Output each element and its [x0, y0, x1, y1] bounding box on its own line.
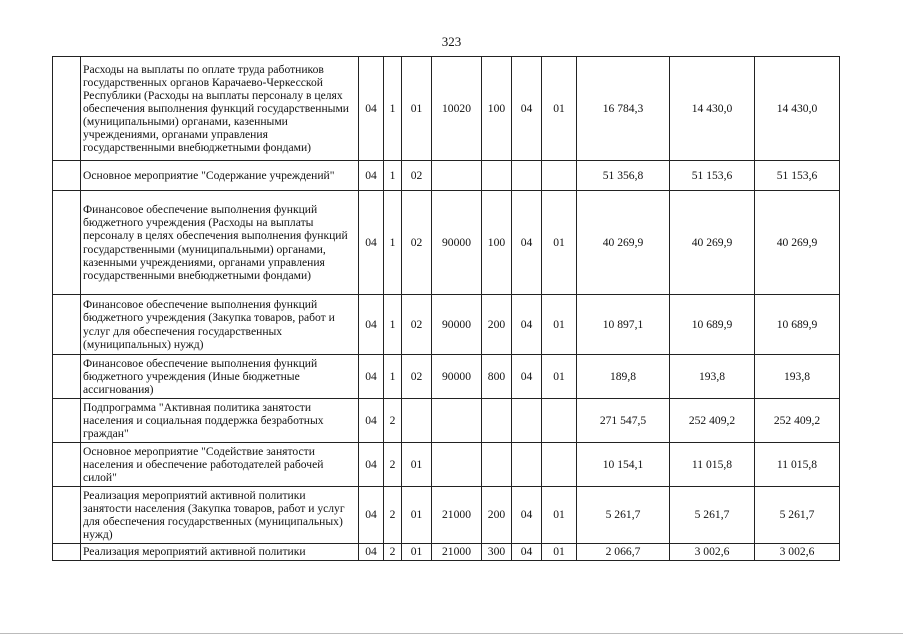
classification-code-cell: 90000 — [432, 191, 482, 295]
amount-cell: 10 897,1 — [577, 295, 670, 355]
expense-name-cell: Финансовое обеспечение выполнения функций бюджетного учреждения (Иные бюджетные ассигнования) — [81, 355, 359, 399]
budget-table — [52, 56, 840, 561]
classification-code-cell: 04 — [512, 544, 542, 561]
classification-code-cell: 01 — [402, 57, 432, 161]
table-row — [53, 443, 840, 487]
amount-cell: 16 784,3 — [577, 57, 670, 161]
classification-code-cell: 200 — [482, 487, 512, 544]
scan-edge-line — [0, 633, 903, 634]
amount-cell: 193,8 — [755, 355, 840, 399]
classification-code-cell: 01 — [542, 487, 577, 544]
row-number-cell — [53, 443, 81, 487]
amount-cell: 10 154,1 — [577, 443, 670, 487]
row-number-cell — [53, 295, 81, 355]
classification-code-cell: 01 — [542, 191, 577, 295]
classification-code-cell: 800 — [482, 355, 512, 399]
row-number-cell — [53, 355, 81, 399]
classification-code-cell: 04 — [512, 487, 542, 544]
classification-code-cell: 04 — [359, 487, 384, 544]
classification-code-cell — [542, 161, 577, 191]
classification-code-cell: 10020 — [432, 57, 482, 161]
classification-code-cell: 04 — [512, 57, 542, 161]
expense-name-cell: Основное мероприятие "Содержание учреждений" — [81, 161, 359, 191]
classification-code-cell: 2 — [384, 487, 402, 544]
classification-code-cell: 04 — [512, 355, 542, 399]
amount-cell: 40 269,9 — [670, 191, 755, 295]
row-number-cell — [53, 399, 81, 443]
classification-code-cell: 2 — [384, 399, 402, 443]
classification-code-cell — [512, 443, 542, 487]
amount-cell: 271 547,5 — [577, 399, 670, 443]
classification-code-cell: 1 — [384, 57, 402, 161]
classification-code-cell — [542, 399, 577, 443]
classification-code-cell — [432, 443, 482, 487]
row-number-cell — [53, 487, 81, 544]
classification-code-cell: 1 — [384, 161, 402, 191]
classification-code-cell: 04 — [359, 295, 384, 355]
classification-code-cell: 2 — [384, 443, 402, 487]
amount-cell: 10 689,9 — [670, 295, 755, 355]
classification-code-cell — [482, 161, 512, 191]
classification-code-cell: 04 — [359, 544, 384, 561]
classification-code-cell: 04 — [512, 295, 542, 355]
amount-cell: 40 269,9 — [755, 191, 840, 295]
classification-code-cell: 100 — [482, 191, 512, 295]
amount-cell: 51 356,8 — [577, 161, 670, 191]
amount-cell: 14 430,0 — [755, 57, 840, 161]
amount-cell: 51 153,6 — [755, 161, 840, 191]
classification-code-cell: 01 — [542, 57, 577, 161]
table-row — [53, 544, 840, 561]
classification-code-cell: 04 — [359, 57, 384, 161]
expense-name-cell: Финансовое обеспечение выполнения функций бюджетного учреждения (Закупка товаров, работ и услуг для обеспечения государственных (муниципальных) нужд) — [81, 295, 359, 355]
classification-code-cell: 21000 — [432, 487, 482, 544]
amount-cell: 5 261,7 — [670, 487, 755, 544]
classification-code-cell: 300 — [482, 544, 512, 561]
classification-code-cell: 02 — [402, 161, 432, 191]
amount-cell: 10 689,9 — [755, 295, 840, 355]
classification-code-cell: 04 — [512, 191, 542, 295]
classification-code-cell — [512, 161, 542, 191]
classification-code-cell: 01 — [402, 544, 432, 561]
classification-code-cell — [432, 161, 482, 191]
table-row — [53, 295, 840, 355]
classification-code-cell: 90000 — [432, 355, 482, 399]
classification-code-cell — [482, 443, 512, 487]
amount-cell: 11 015,8 — [755, 443, 840, 487]
table-row — [53, 399, 840, 443]
classification-code-cell: 01 — [542, 544, 577, 561]
row-number-cell — [53, 57, 81, 161]
expense-name-cell: Расходы на выплаты по оплате труда работников государственных органов Карачаево-Черкесской Республики (Расходы на выплаты персоналу в целях обеспечения выполнения функций государственными (муниципальными) органами, казенными учреждениями, органами управления государственными внебюджетными фондами) — [81, 57, 359, 161]
table-row — [53, 487, 840, 544]
classification-code-cell: 04 — [359, 191, 384, 295]
classification-code-cell: 02 — [402, 355, 432, 399]
amount-cell: 252 409,2 — [755, 399, 840, 443]
classification-code-cell: 02 — [402, 191, 432, 295]
table-row — [53, 191, 840, 295]
amount-cell: 252 409,2 — [670, 399, 755, 443]
classification-code-cell — [432, 399, 482, 443]
classification-code-cell: 01 — [402, 443, 432, 487]
classification-code-cell: 21000 — [432, 544, 482, 561]
amount-cell: 11 015,8 — [670, 443, 755, 487]
row-number-cell — [53, 191, 81, 295]
classification-code-cell: 1 — [384, 191, 402, 295]
table-row — [53, 161, 840, 191]
expense-name-cell: Основное мероприятие "Содействие занятости населения и обеспечение работодателей рабочей силой" — [81, 443, 359, 487]
classification-code-cell: 02 — [402, 295, 432, 355]
classification-code-cell: 1 — [384, 295, 402, 355]
classification-code-cell: 04 — [359, 443, 384, 487]
amount-cell: 189,8 — [577, 355, 670, 399]
row-number-cell — [53, 544, 81, 561]
amount-cell: 193,8 — [670, 355, 755, 399]
expense-name-cell: Реализация мероприятий активной политики — [81, 544, 359, 561]
amount-cell: 51 153,6 — [670, 161, 755, 191]
page-number: 323 — [441, 34, 462, 49]
expense-name-cell: Подпрограмма "Активная политика занятости населения и социальная поддержка безработных граждан" — [81, 399, 359, 443]
classification-code-cell: 90000 — [432, 295, 482, 355]
classification-code-cell: 04 — [359, 355, 384, 399]
amount-cell: 40 269,9 — [577, 191, 670, 295]
expense-name-cell: Финансовое обеспечение выполнения функций бюджетного учреждения (Расходы на выплаты персоналу в целях обеспечения выполнения функций государственными (муниципальными) органами, казенными учреждениями, органами управления государственными внебюджетными фондами) — [81, 191, 359, 295]
amount-cell: 5 261,7 — [577, 487, 670, 544]
classification-code-cell — [402, 399, 432, 443]
amount-cell: 5 261,7 — [755, 487, 840, 544]
row-number-cell — [53, 161, 81, 191]
classification-code-cell: 01 — [402, 487, 432, 544]
amount-cell: 14 430,0 — [670, 57, 755, 161]
classification-code-cell: 1 — [384, 355, 402, 399]
classification-code-cell — [542, 443, 577, 487]
classification-code-cell: 2 — [384, 544, 402, 561]
classification-code-cell — [482, 399, 512, 443]
classification-code-cell: 200 — [482, 295, 512, 355]
amount-cell: 3 002,6 — [670, 544, 755, 561]
classification-code-cell — [512, 399, 542, 443]
classification-code-cell: 100 — [482, 57, 512, 161]
classification-code-cell: 04 — [359, 161, 384, 191]
classification-code-cell: 01 — [542, 295, 577, 355]
expense-name-cell: Реализация мероприятий активной политики занятости населения (Закупка товаров, работ и услуг для обеспечения государственных (муниципальных) нужд) — [81, 487, 359, 544]
classification-code-cell: 04 — [359, 399, 384, 443]
table-row — [53, 355, 840, 399]
classification-code-cell: 01 — [542, 355, 577, 399]
table-row — [53, 57, 840, 161]
amount-cell: 3 002,6 — [755, 544, 840, 561]
amount-cell: 2 066,7 — [577, 544, 670, 561]
